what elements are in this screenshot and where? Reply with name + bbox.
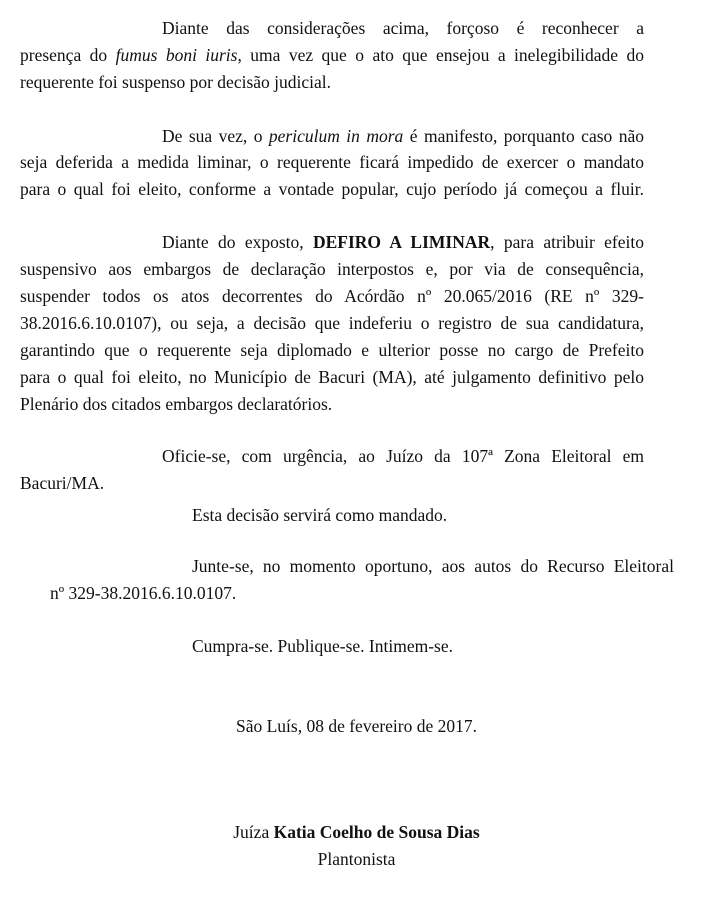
italic-term: fumus boni iuris xyxy=(115,45,238,65)
text-span: presença do xyxy=(20,45,116,65)
text-span: é manifesto, porquanto caso não xyxy=(403,126,644,146)
date-location: São Luís, 08 de fevereiro de 2017. xyxy=(235,716,478,736)
signature-name xyxy=(0,819,713,845)
text-line: suspender todos os atos decorrentes do Acórdão nº 20.065/2016 (RE nº 329- xyxy=(20,286,644,306)
paragraph-mandado: Esta decisão servirá como mandado. xyxy=(192,505,448,525)
text-line: Bacuri/MA. xyxy=(20,473,105,493)
text-line: garantindo que o requerente seja diplomado e ulterior posse no cargo de Prefeito xyxy=(20,340,644,360)
paragraph-cumpra: Cumpra-se. Publique-se. Intimem-se. xyxy=(192,636,453,656)
text-line xyxy=(20,42,644,68)
text-line: para o qual foi eleito, no Município de Bacuri (MA), até julgamento definitivo pelo xyxy=(20,367,644,387)
text-line: Diante das considerações acima, forçoso é reconhecer a xyxy=(162,18,644,38)
text-line: requerente foi suspenso por decisão judicial. xyxy=(20,72,332,92)
text-line: para o qual foi eleito, conforme a vontade popular, cujo período já começou a fluir. xyxy=(20,179,644,199)
signature-role: Plantonista xyxy=(317,849,396,869)
bold-decision: DEFIRO A LIMINAR xyxy=(312,232,491,252)
italic-term: periculum in mora xyxy=(268,126,404,146)
text-line: suspensivo aos embargos de declaração interpostos e, por via de consequência, xyxy=(20,259,644,279)
text-line: Junte-se, no momento oportuno, aos autos do Recurso Eleitoral xyxy=(192,556,674,576)
text-line: Plenário dos citados embargos declaratórios. xyxy=(20,394,333,414)
text-span: , para atribuir efeito xyxy=(490,232,644,252)
text-line: nº 329-38.2016.6.10.0107. xyxy=(50,583,237,603)
signature-title: Juíza xyxy=(233,822,274,842)
text-span: De sua vez, o xyxy=(162,126,269,146)
text-line: 38.2016.6.10.0107), ou seja, a decisão que indeferiu o registro de sua candidatura, xyxy=(20,313,644,333)
text-span: , uma vez que o ato que ensejou a inelegibilidade do xyxy=(237,45,644,65)
text-line xyxy=(162,229,644,255)
text-line: seja deferida a medida liminar, o requerente ficará impedido de exercer o mandato xyxy=(20,152,644,172)
text-line xyxy=(162,123,644,149)
text-span: Diante do exposto, xyxy=(162,232,313,252)
text-line: Oficie-se, com urgência, ao Juízo da 107ª Zona Eleitoral em xyxy=(162,446,644,466)
judge-name: Katia Coelho de Sousa Dias xyxy=(273,822,480,842)
